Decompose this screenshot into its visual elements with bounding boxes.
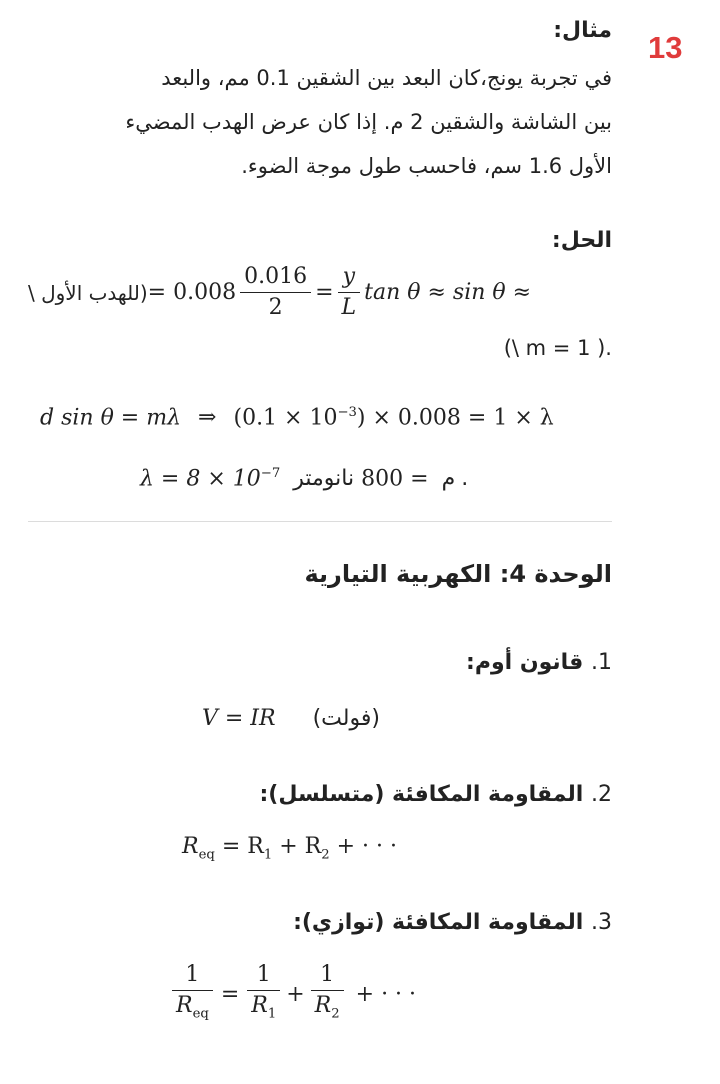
equation-note: (للهدب الأول \ <box>28 280 148 305</box>
formula-parallel-resistance: $\frac{1}{R_{eq}}$ = $\frac{1}{R_1}$ + $\frac{1}{R_2}$ + · · · <box>168 960 416 1029</box>
solution-heading: الحل: <box>551 228 612 253</box>
formula-series-resistance: $R_{eq} = R_1 + R_2$ + · · · <box>182 834 397 863</box>
item-parallel-resistance: 3. المقاومة المكافئة (توازي): <box>293 910 612 935</box>
example-line: بين الشاشة والشقين 2 م. إذا كان عرض الهدب المضيء <box>125 110 612 134</box>
equation-small-angle: (للهدب الأول \ = 0.008 $\frac{0.016}{2}$ = $\frac{y}{L}$ tan θ ≈ sin θ ≈ <box>28 262 612 323</box>
equation-grating: d sin θ = mλ ⇒ $(0.1 \times 10^{-3}) \times 0.008 = 1 \times \lambda$ <box>40 405 554 431</box>
equation-lhs: tan θ ≈ sin θ ≈ <box>364 280 532 305</box>
formula-ohms-law: V = IR (فولت) <box>202 706 380 731</box>
question-number: 13 <box>648 30 683 65</box>
unit-title: الوحدة 4: الكهربية التيارية <box>304 560 612 588</box>
equation-value: = 0.008 <box>147 280 237 305</box>
section-divider <box>28 521 612 522</box>
fraction-one-over-req: $\frac{1}{R_{eq}}$ <box>172 960 213 1029</box>
example-heading: مثال: <box>553 18 612 43</box>
fraction-distance: $\frac{0.016}{2}$ <box>240 262 311 323</box>
item-series-resistance: 2. المقاومة المكافئة (متسلسل): <box>259 782 612 807</box>
example-line: في تجربة يونج،كان البعد بين الشقين 0.1 مم، والبعد <box>161 66 612 90</box>
equation-wavelength-result: $\lambda = 8 \times 10^{-7}$ م = 800 نانومتر. <box>140 466 469 492</box>
equation-continuation: (\ m = 1 ). <box>503 336 612 360</box>
fraction-y-over-l: $\frac{y}{L}$ <box>338 262 361 323</box>
fraction-one-over-r1: $\frac{1}{R_1}$ <box>247 960 280 1029</box>
example-paragraph <box>52 56 612 188</box>
item-ohms-law: 1. قانون أوم: <box>466 650 612 675</box>
fraction-one-over-r2: $\frac{1}{R_2}$ <box>311 960 344 1029</box>
example-line: الأول 1.6 سم، فاحسب طول موجة الضوء. <box>241 154 612 178</box>
